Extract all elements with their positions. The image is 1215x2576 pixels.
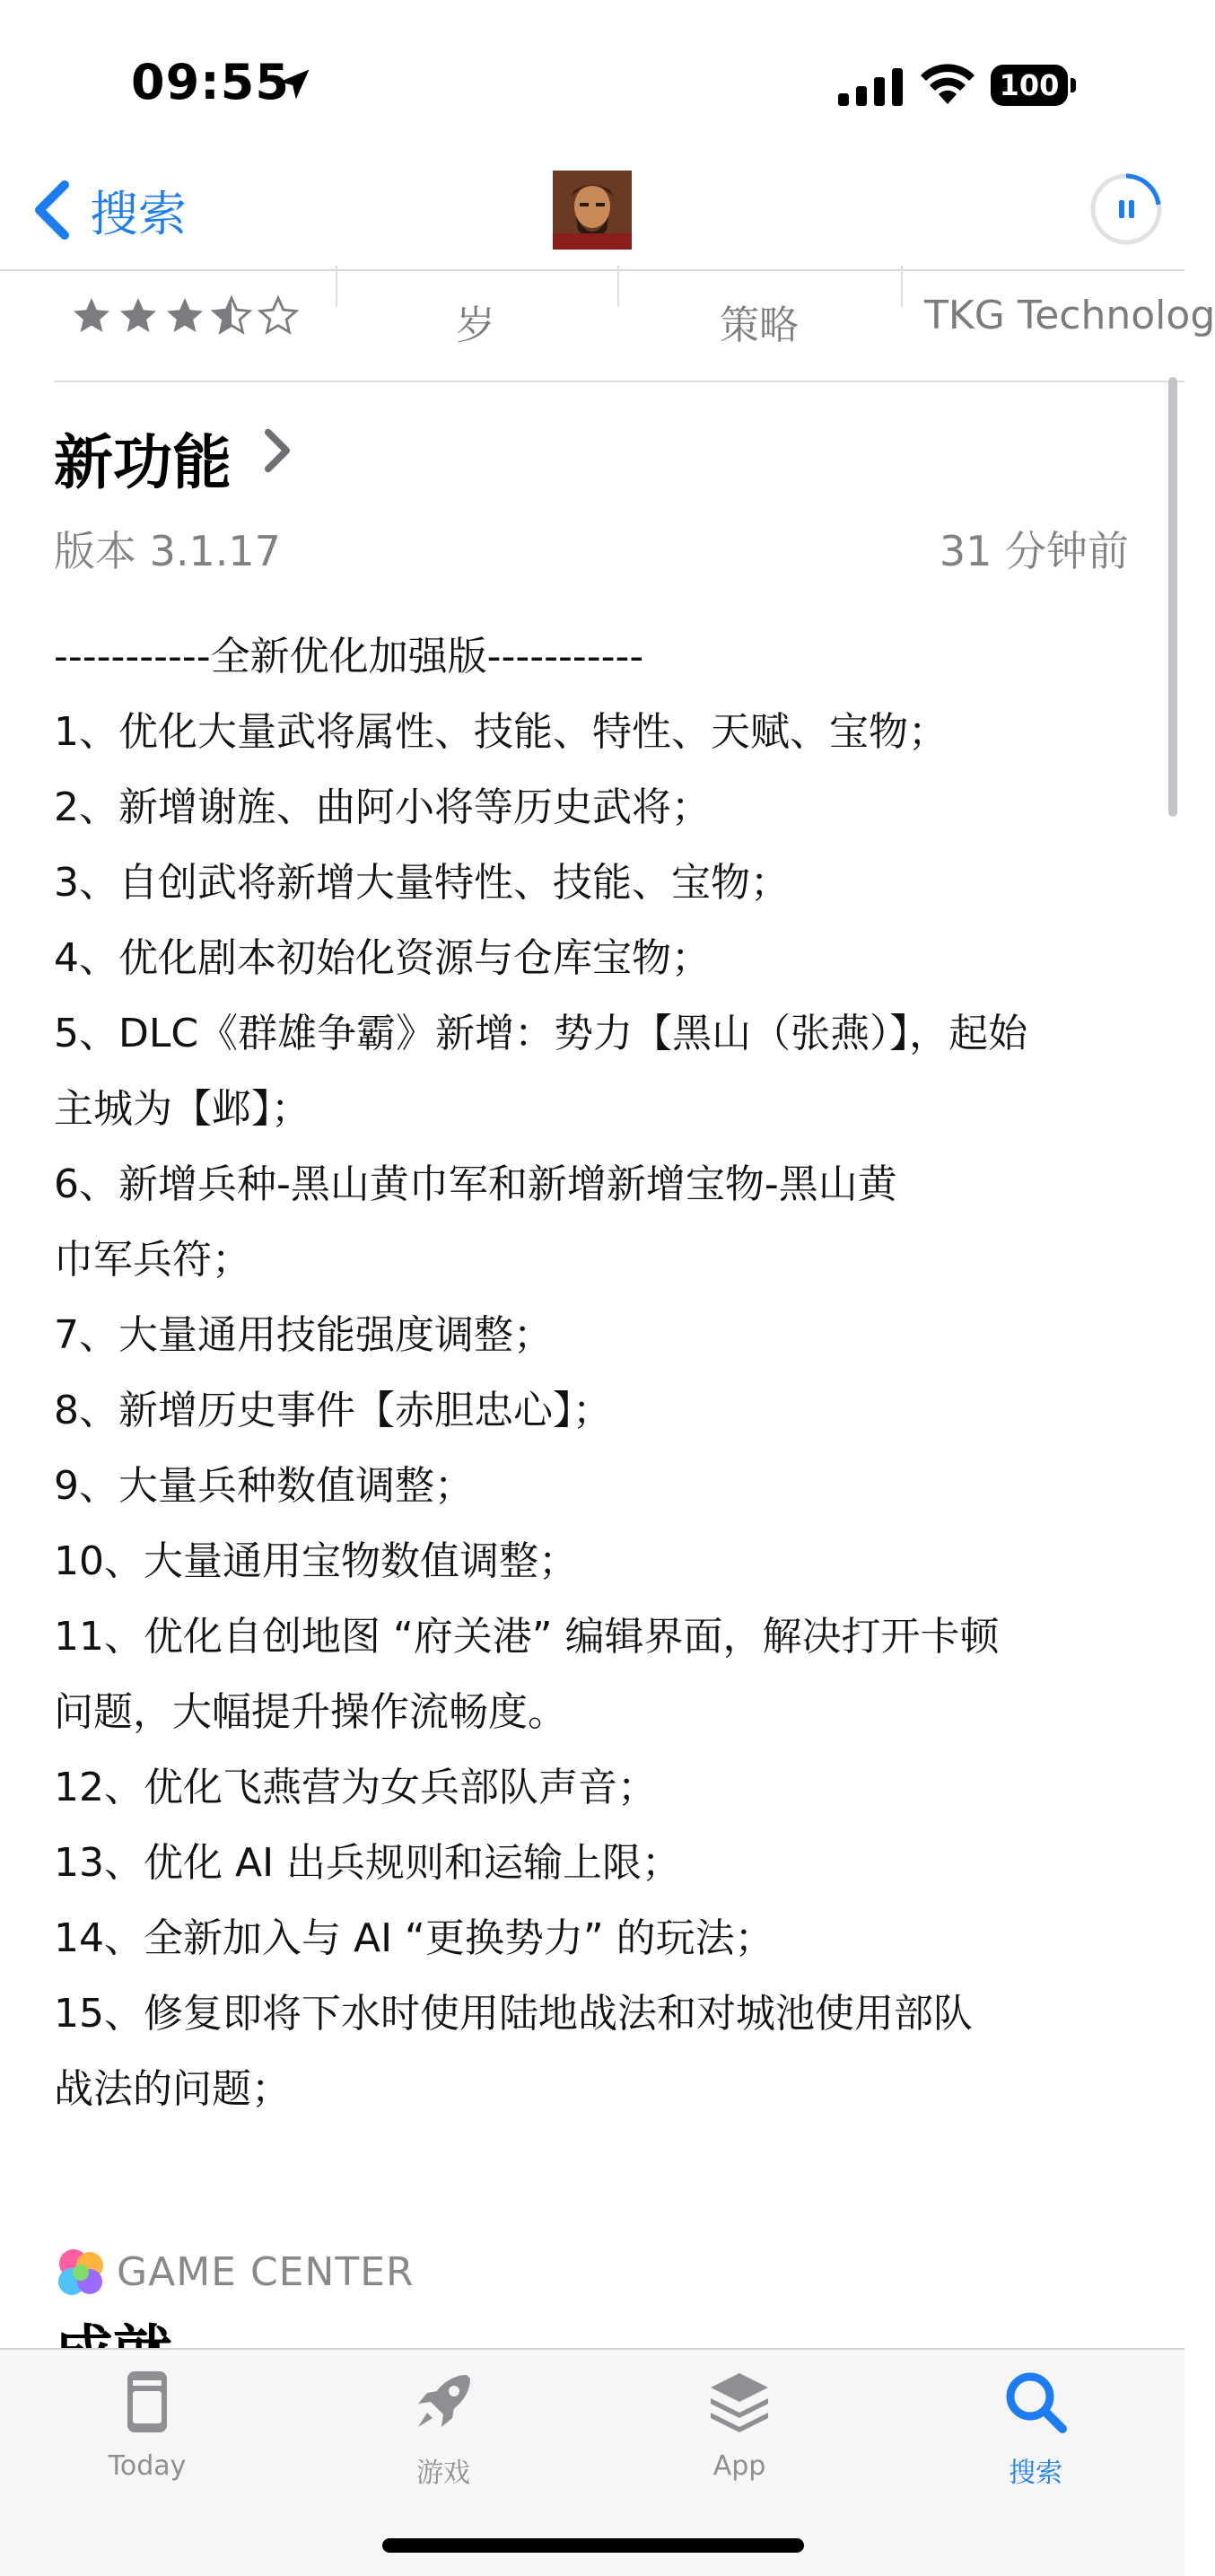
cellular-signal-icon — [838, 68, 903, 106]
age-rating-unit: 岁 — [456, 302, 495, 348]
chevron-right-icon[interactable] — [262, 427, 293, 474]
battery-indicator — [991, 65, 1077, 106]
wifi-icon — [919, 63, 976, 106]
release-note-line: 14、全新加入与 AI “更换势力” 的玩法； — [54, 1915, 774, 1961]
rating-stars — [70, 294, 300, 337]
release-note-line: 7、大量通用技能强度调整； — [54, 1312, 553, 1358]
release-note-line: 主城为【邺】； — [54, 1086, 310, 1132]
star-filled-icon — [70, 294, 113, 337]
tab-label: 搜索 — [1009, 2458, 1062, 2489]
category-label: 策略 — [720, 302, 799, 348]
search-icon — [1000, 2366, 1071, 2438]
scrollbar[interactable] — [1168, 377, 1177, 817]
app-stack-icon — [704, 2366, 775, 2438]
info-separator — [336, 266, 337, 307]
chevron-left-icon — [32, 180, 72, 241]
release-note-line: 9、大量兵种数值调整； — [54, 1463, 474, 1509]
release-note-line: 1、优化大量武将属性、技能、特性、天赋、宝物； — [54, 709, 948, 755]
section-divider — [54, 381, 1184, 382]
status-time: 09:55 — [131, 54, 290, 110]
release-note-line: -----------全新优化加强版----------- — [54, 634, 644, 679]
back-button[interactable] — [32, 174, 187, 246]
release-note-line: 11、优化自创地图 “府关港” 编辑界面，解决打开卡顿 — [54, 1614, 1000, 1660]
tab-label: App — [712, 2450, 766, 2482]
download-pause-button[interactable] — [1089, 172, 1163, 246]
release-note-line: 战法的问题； — [54, 2066, 291, 2112]
whats-new-title[interactable]: 新功能 — [54, 428, 232, 497]
game-center-label: GAME CENTER — [117, 2249, 415, 2295]
release-note-line: 13、优化 AI 出兵规则和运输上限； — [54, 1840, 682, 1886]
star-filled-icon — [163, 294, 206, 337]
release-note-line: 15、修复即将下水时使用陆地战法和对城池使用部队 — [54, 1991, 973, 2037]
app-icon[interactable] — [553, 171, 632, 250]
location-arrow-icon — [275, 65, 314, 104]
rocket-icon — [407, 2366, 479, 2438]
release-note-line: 4、优化剧本初始化资源与仓库宝物； — [54, 935, 711, 981]
home-indicator[interactable] — [382, 2538, 804, 2553]
tab-apps[interactable] — [650, 2366, 829, 2482]
tab-today[interactable] — [57, 2366, 237, 2482]
game-center-icon — [54, 2246, 108, 2300]
release-note-line: 5、DLC《群雄争霸》新增：势力【黑山（张燕）】，起始 — [54, 1011, 1028, 1056]
version-label: 版本 3.1.17 — [54, 527, 281, 575]
star-half-icon — [210, 294, 253, 337]
warrior-portrait-icon — [553, 171, 632, 250]
back-label: 搜索 — [90, 185, 187, 242]
star-filled-icon — [117, 294, 160, 337]
info-separator — [617, 266, 619, 307]
update-time: 31 分钟前 — [939, 527, 1129, 575]
release-note-line: 3、自创武将新增大量特性、技能、宝物； — [54, 860, 790, 906]
tab-games[interactable] — [354, 2366, 533, 2490]
release-notes — [54, 619, 1131, 2127]
tab-label: 游戏 — [416, 2458, 470, 2489]
nav-divider — [0, 269, 1184, 271]
developer-label: TKG Technolog — [924, 293, 1215, 338]
tab-search[interactable] — [946, 2366, 1125, 2490]
release-note-line: 巾军兵符； — [54, 1237, 251, 1283]
release-note-line: 6、新增兵种-黑山黄巾军和新增新增宝物-黑山黄 — [54, 1161, 897, 1207]
release-note-line: 8、新增历史事件【赤胆忠心】； — [54, 1388, 612, 1433]
tab-label: Today — [108, 2450, 187, 2482]
battery-level: 100 — [999, 68, 1060, 102]
release-note-line: 10、大量通用宝物数值调整； — [54, 1538, 578, 1584]
release-note-line: 2、新增谢旌、曲阿小将等历史武将； — [54, 784, 711, 830]
info-separator — [901, 266, 903, 307]
release-note-line: 问题，大幅提升操作流畅度。 — [54, 1689, 567, 1735]
star-empty-icon — [257, 294, 300, 337]
release-note-line: 12、优化飞燕营为女兵部队声音； — [54, 1765, 657, 1810]
today-icon — [111, 2366, 183, 2438]
